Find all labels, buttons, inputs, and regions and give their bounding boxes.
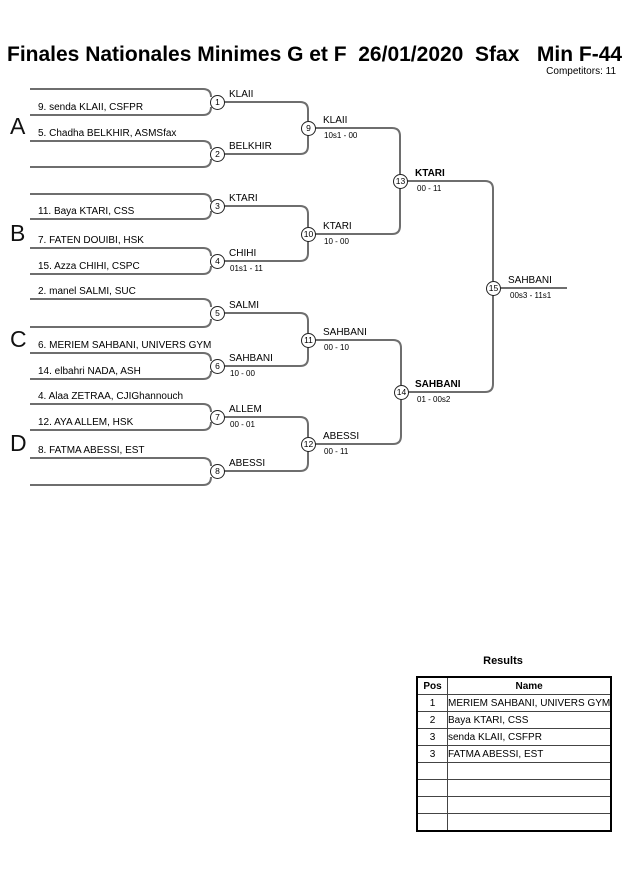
score-m4: 01s1 - 11 xyxy=(230,264,263,273)
player-name: 7. FATEN DOUIBI, HSK xyxy=(38,235,144,246)
player-name: 9. senda KLAII, CSFPR xyxy=(38,102,144,113)
group-label-a: A xyxy=(10,113,26,139)
result-pos: 3 xyxy=(417,729,448,746)
player-name: 8. FATMA ABESSI, EST xyxy=(38,445,145,456)
results-col-pos: Pos xyxy=(417,677,448,695)
score-m12: 00 - 11 xyxy=(324,447,349,456)
result-name: Baya KTARI, CSS xyxy=(448,712,612,729)
score-m14: 01 - 00s2 xyxy=(417,395,451,404)
player-name: 15. Azza CHIHI, CSPC xyxy=(38,261,140,272)
match-14-badge: 14 xyxy=(394,385,409,400)
winner-label-m15: SAHBANI xyxy=(508,275,552,286)
match-12-badge: 12 xyxy=(301,437,316,452)
match-9-badge: 9 xyxy=(301,121,316,136)
player-name: 6. MERIEM SAHBANI, UNIVERS GYM xyxy=(38,340,212,351)
winner-label-m7: ALLEM xyxy=(229,404,262,415)
result-pos: 3 xyxy=(417,746,448,763)
result-pos: 2 xyxy=(417,712,448,729)
results-col-name: Name xyxy=(448,677,612,695)
player-name: 14. elbahri NADA, ASH xyxy=(38,366,141,377)
winner-label-m2: BELKHIR xyxy=(229,141,272,152)
score-m9: 10s1 - 00 xyxy=(324,131,358,140)
match-6-badge: 6 xyxy=(210,359,225,374)
match-5-badge: 5 xyxy=(210,306,225,321)
competitors-count: Competitors: 11 xyxy=(546,66,616,77)
score-m11: 00 - 10 xyxy=(324,343,349,352)
winner-label-m6: SAHBANI xyxy=(229,353,273,364)
group-label-d: D xyxy=(10,430,27,456)
score-m15: 00s3 - 11s1 xyxy=(510,291,552,300)
match-2-badge: 2 xyxy=(210,147,225,162)
match-8-badge: 8 xyxy=(210,464,225,479)
match-13-badge: 13 xyxy=(393,174,408,189)
player-name: 11. Baya KTARI, CSS xyxy=(38,206,135,217)
result-name: FATMA ABESSI, EST xyxy=(448,746,612,763)
page-title: Finales Nationales Minimes G et F 26/01/2020 Sfax Min F-44 xyxy=(7,43,623,66)
player-name: 5. Chadha BELKHIR, ASMSfax xyxy=(38,128,177,139)
match-11-badge: 11 xyxy=(301,333,316,348)
player-name: 4. Alaa ZETRAA, CJIGhannouch xyxy=(38,391,184,402)
score-m6: 10 - 00 xyxy=(230,369,255,378)
match-10-badge: 10 xyxy=(301,227,316,242)
match-3-badge: 3 xyxy=(210,199,225,214)
group-label-b: B xyxy=(10,220,26,246)
winner-label-m3: KTARI xyxy=(229,193,258,204)
winner-label-m4: CHIHI xyxy=(229,248,257,259)
player-name: 2. manel SALMI, SUC xyxy=(38,286,136,297)
group-label-c: C xyxy=(10,326,27,352)
result-name: senda KLAII, CSFPR xyxy=(448,729,612,746)
score-m7: 00 - 01 xyxy=(230,420,255,429)
winner-label-m8: ABESSI xyxy=(229,458,266,469)
match-4-badge: 4 xyxy=(210,254,225,269)
results-title: Results xyxy=(483,655,523,667)
winner-label-m13: KTARI xyxy=(415,168,445,179)
winner-label-m10: KTARI xyxy=(323,221,352,232)
player-name: 12. AYA ALLEM, HSK xyxy=(38,417,134,428)
winner-label-m12: ABESSI xyxy=(323,431,360,442)
winner-label-m9: KLAII xyxy=(323,115,348,126)
score-m10: 10 - 00 xyxy=(324,237,349,246)
result-pos: 1 xyxy=(417,695,448,712)
winner-label-m14: SAHBANI xyxy=(415,379,461,390)
result-name: MERIEM SAHBANI, UNIVERS GYM xyxy=(448,695,612,712)
match-15-badge: 15 xyxy=(486,281,501,296)
winner-label-m5: SALMI xyxy=(229,300,260,311)
winner-label-m1: KLAII xyxy=(229,89,254,100)
match-7-badge: 7 xyxy=(210,410,225,425)
match-1-badge: 1 xyxy=(210,95,225,110)
score-m13: 00 - 11 xyxy=(417,184,442,193)
winner-label-m11: SAHBANI xyxy=(323,327,367,338)
